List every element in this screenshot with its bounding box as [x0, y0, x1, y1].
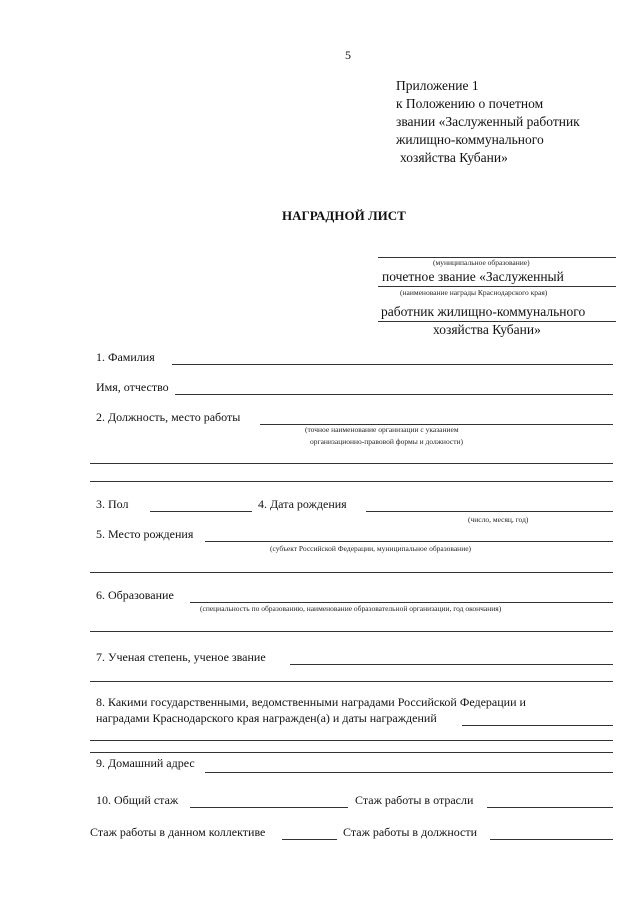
awards-field[interactable] — [462, 725, 613, 726]
appendix-line-3: звании «Заслуженный работник — [396, 114, 580, 129]
education-label: 6. Образование — [96, 588, 174, 602]
position-experience-label: Стаж работы в должности — [343, 825, 478, 839]
award-hint: (наименование награды Краснодарского края) — [400, 288, 548, 297]
awards-field-3[interactable] — [90, 752, 613, 753]
document-title: НАГРАДНОЙ ЛИСТ — [282, 208, 406, 223]
award-line-1: почетное звание «Заслуженный — [382, 269, 564, 284]
home-address-field[interactable] — [205, 772, 613, 773]
industry-experience-field[interactable] — [487, 807, 613, 808]
appendix-line-2: к Положению о почетном — [396, 96, 544, 111]
education-field-2[interactable] — [90, 631, 613, 632]
awards-label-1: 8. Какими государственными, ведомственными наградами Российской Федерации и — [96, 695, 526, 709]
position-field-3[interactable] — [90, 481, 613, 482]
education-hint: (специальность по образованию, наименование образовательной организации, год окончания) — [200, 604, 502, 613]
birth-place-label: 5. Место рождения — [96, 527, 194, 541]
degree-field[interactable] — [290, 664, 613, 665]
appendix-line-1: Приложение 1 — [396, 78, 479, 93]
awards-label-2: наградами Краснодарского края награжден(а) и даты награждений — [96, 711, 437, 725]
birth-date-field[interactable] — [366, 511, 613, 512]
birth-place-field[interactable] — [205, 541, 613, 542]
award-line-2: работник жилищно-коммунального — [381, 304, 586, 319]
position-hint-1: (точное наименование организации с указанием — [305, 425, 459, 434]
industry-experience-label: Стаж работы в отрасли — [355, 793, 474, 807]
appendix-line-5: хозяйства Кубани» — [400, 150, 508, 165]
surname-field[interactable] — [172, 364, 613, 365]
position-experience-field[interactable] — [490, 839, 613, 840]
position-hint-2: организационно-правовой формы и должности) — [310, 437, 463, 446]
total-experience-label: 10. Общий стаж — [96, 793, 179, 807]
birth-place-field-2[interactable] — [90, 572, 613, 573]
surname-label: 1. Фамилия — [96, 350, 155, 364]
sex-label: 3. Пол — [96, 497, 129, 511]
team-experience-field[interactable] — [282, 839, 337, 840]
name-field[interactable] — [175, 394, 613, 395]
municipality-hint: (муниципальное образование) — [433, 258, 530, 267]
degree-label: 7. Ученая степень, ученое звание — [96, 650, 266, 664]
education-field[interactable] — [190, 602, 613, 603]
birth-date-hint: (число, месяц, год) — [468, 515, 529, 524]
degree-field-2[interactable] — [90, 681, 613, 682]
birth-place-hint: (субъект Российской Федерации, муниципальное образование) — [270, 544, 472, 553]
position-label: 2. Должность, место работы — [96, 410, 241, 424]
birth-date-label: 4. Дата рождения — [258, 497, 347, 511]
appendix-line-4: жилищно-коммунального — [396, 132, 544, 147]
total-experience-field[interactable] — [190, 807, 348, 808]
award-line-3: хозяйства Кубани» — [433, 322, 541, 337]
home-address-label: 9. Домашний адрес — [96, 756, 195, 770]
team-experience-label: Стаж работы в данном коллективе — [90, 825, 266, 839]
awards-field-2[interactable] — [90, 740, 613, 741]
award-line-underline-1 — [378, 286, 616, 287]
name-label: Имя, отчество — [96, 380, 169, 394]
page-number: 5 — [345, 48, 351, 62]
position-field-2[interactable] — [90, 463, 613, 464]
sex-field[interactable] — [150, 511, 252, 512]
